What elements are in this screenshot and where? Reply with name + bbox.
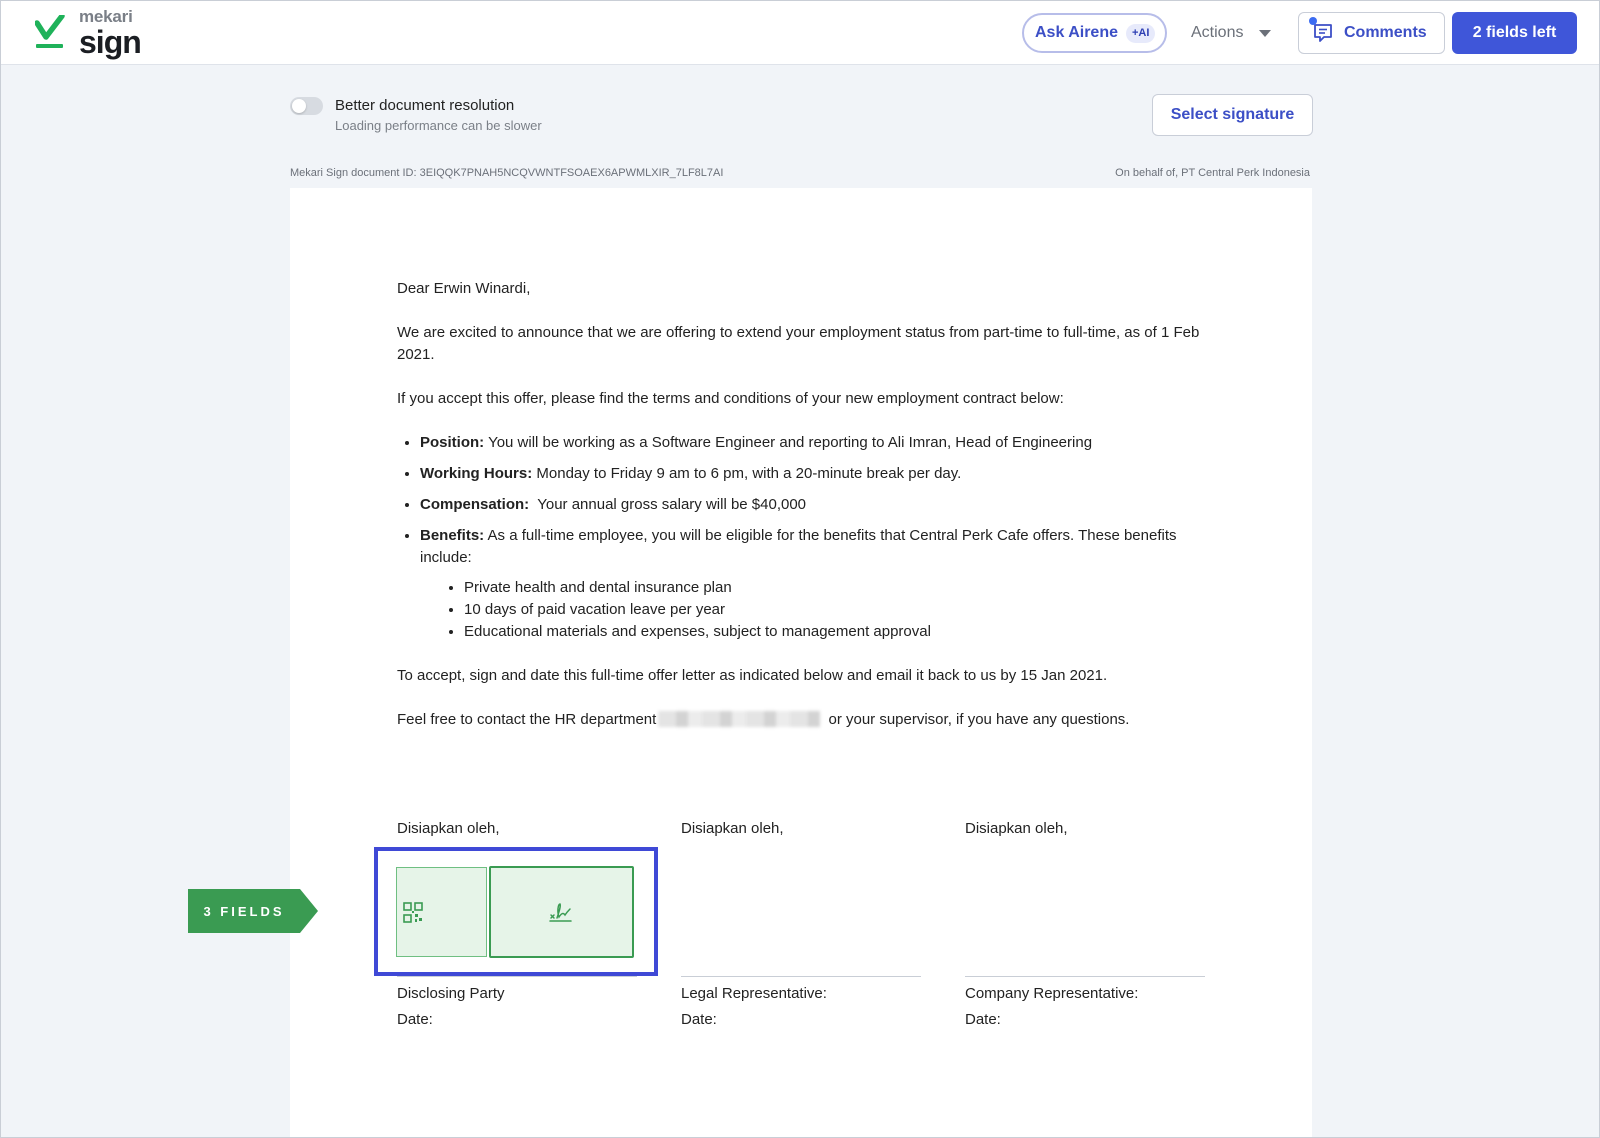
- logo-brand: mekari: [79, 7, 133, 26]
- list-item-benefits: [420, 525, 1207, 643]
- signature-role: Company Representative:: [965, 985, 1139, 1002]
- notification-dot: [1309, 17, 1317, 25]
- resolution-title: Better document resolution: [335, 97, 515, 114]
- fields-count-tag[interactable]: [188, 889, 319, 933]
- list-item-working-hours: [420, 463, 1207, 485]
- terms-list: [420, 432, 1207, 643]
- highlighted-fields-box: [374, 847, 658, 976]
- signature-heading: Disiapkan oleh,: [681, 820, 784, 837]
- logo[interactable]: [35, 7, 141, 60]
- resolution-subtitle: Loading performance can be slower: [335, 118, 542, 133]
- benefit-item: • Educational materials and expenses, subject to management approval: [464, 621, 1207, 643]
- comments-label: Comments: [1344, 24, 1427, 41]
- letter-body: [397, 278, 1207, 753]
- paragraph-contact: [397, 709, 1207, 731]
- resolution-toggle[interactable]: [290, 97, 323, 115]
- contact-text-before: Feel free to contact the HR department: [397, 711, 657, 728]
- signature-date: Date:: [681, 1011, 717, 1028]
- signature-line: [965, 976, 1205, 977]
- document-page: [290, 188, 1312, 1138]
- term-text: Your annual gross salary will be $40,000: [529, 496, 807, 513]
- signature-heading: Disiapkan oleh,: [965, 820, 1068, 837]
- term-label: Compensation:: [420, 496, 530, 513]
- signature-heading: Disiapkan oleh,: [397, 820, 500, 837]
- logo-product: sign: [79, 24, 141, 60]
- term-text: Monday to Friday 9 am to 6 pm, with a 20-minute break per day.: [532, 465, 962, 482]
- benefits-list: [464, 577, 1207, 643]
- on-behalf-of: On behalf of, PT Central Perk Indonesia: [1115, 167, 1310, 179]
- redacted-email: [658, 711, 820, 727]
- list-item-position: [420, 432, 1207, 454]
- fields-left-button[interactable]: 2 fields left: [1452, 12, 1577, 54]
- top-bar: [1, 1, 1600, 65]
- paragraph-offer: We are excited to announce that we are offering to extend your employment status from part-time to full-time, as of 1 Feb 2021.: [397, 324, 1200, 363]
- paragraph-accept: To accept, sign and date this full-time offer letter as indicated below and email it back to us by 15 Jan 2021.: [397, 667, 1108, 684]
- signature-date: Date:: [397, 1011, 433, 1028]
- signature-date: Date:: [965, 1011, 1001, 1028]
- signature-line: [681, 976, 921, 977]
- greeting: Dear Erwin Winardi,: [397, 280, 531, 297]
- select-signature-button[interactable]: Select signature: [1152, 94, 1313, 136]
- checkmark-logo-icon: [35, 15, 65, 51]
- document-id: Mekari Sign document ID: 3EIQQK7PNAH5NCQVWNTFSOAEX6APWMLXIR_7LF8L7AI: [290, 167, 724, 179]
- comment-icon: [1312, 22, 1334, 44]
- ai-badge: +AI: [1126, 24, 1155, 43]
- benefit-item: • 10 days of paid vacation leave per year: [464, 599, 1207, 621]
- term-label: Benefits:: [420, 527, 485, 544]
- chevron-down-icon: [1259, 30, 1271, 37]
- contact-text-after: or your supervisor, if you have any questions.: [824, 711, 1130, 728]
- term-label: Working Hours:: [420, 465, 533, 482]
- signature-role: Disclosing Party: [397, 985, 505, 1002]
- actions-label: Actions: [1191, 24, 1244, 41]
- signature-line: [397, 976, 637, 977]
- comments-button[interactable]: [1298, 12, 1445, 54]
- benefit-item: • Private health and dental insurance plan: [464, 577, 1207, 599]
- signature-role: Legal Representative:: [681, 985, 827, 1002]
- paragraph-terms: If you accept this offer, please find the terms and conditions of your new employment contract below:: [397, 390, 1064, 407]
- term-text: As a full-time employee, you will be eligible for the benefits that Central Perk Cafe offers. These benefits include:: [420, 527, 1177, 566]
- ask-airene-label: Ask Airene: [1035, 24, 1118, 41]
- toggle-knob: [292, 99, 306, 113]
- fields-count-label: 3 FIELDS: [203, 903, 285, 919]
- actions-dropdown[interactable]: [1191, 13, 1271, 53]
- term-label: Position:: [420, 434, 485, 451]
- list-item-compensation: [420, 494, 1207, 516]
- ask-airene-button[interactable]: [1022, 13, 1167, 53]
- term-text: You will be working as a Software Engineer and reporting to Ali Imran, Head of Engineering: [484, 434, 1093, 451]
